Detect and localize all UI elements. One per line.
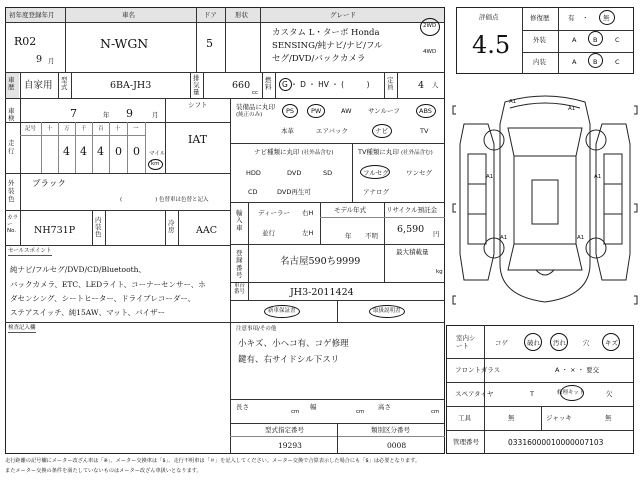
capacity-unit: 人: [432, 81, 439, 89]
fuel-options: G ・ D ・ HV ・ ( ): [282, 80, 370, 89]
sales-line: 純ナビ/フルセグ/DVD/CD/Bluetooth、: [10, 265, 146, 274]
exterior-color-value: ブラック: [32, 179, 66, 189]
navi-dvd-play: DVD再生可: [277, 188, 311, 196]
interior-sheet-label: 室内シート: [456, 334, 476, 351]
capacity-label: 定員: [387, 76, 394, 92]
mileage-label: 走行: [8, 139, 15, 155]
front-glass-options: A ・ × ・ 要交: [555, 366, 600, 374]
diagram-mark: A1: [594, 174, 602, 180]
front-glass-label: フロントガラス: [455, 366, 501, 374]
sales-line: ダセンシング、シートヒーター、ドライブレコーダー、: [10, 294, 196, 303]
tv-label: TV種類に丸印 (社外品含む): [358, 148, 433, 156]
ac-value: AAC: [196, 225, 217, 236]
sheet-item: キズ: [605, 339, 618, 347]
type-cert-value: 19293: [278, 441, 302, 450]
color-code-label: カラー No.: [7, 215, 19, 235]
category-value: 0008: [387, 441, 407, 450]
inspection-year: 7: [70, 107, 77, 120]
chassis-value: JH3-2011424: [290, 287, 354, 298]
diagram-mark: A1: [509, 99, 517, 105]
category-label: 類別区分番号: [371, 426, 410, 434]
manual: 取扱説明書: [373, 308, 401, 314]
jack-label: ジャッキ: [546, 414, 572, 422]
eval-int-b: B: [593, 58, 598, 66]
notes-label: 注意事項/その他: [236, 326, 277, 332]
displacement-unit: cc: [252, 90, 259, 96]
spare-kit: 修理キット: [557, 390, 585, 396]
mileage-head: 万: [64, 126, 70, 132]
equip-navi: ナビ: [375, 127, 388, 135]
equip-pw: PW: [311, 107, 322, 115]
eval-int-a: A: [572, 58, 577, 66]
eval-int-c: C: [615, 58, 620, 66]
mileage-digit: 4: [97, 145, 104, 158]
tv-oneseg: ワンセグ: [406, 169, 432, 177]
sheet-item: 破れ: [527, 339, 540, 347]
inspection-year-unit: 年: [103, 111, 110, 119]
car-name: N-WGN: [100, 36, 149, 51]
reg-year-label: 初年度登録年月: [9, 11, 55, 19]
diagram-mark: A1: [486, 174, 494, 180]
equip-tv: TV: [420, 127, 429, 135]
evaluation-label: 評価点: [479, 13, 499, 21]
inspection-label: 車検: [8, 107, 15, 122]
tv-fullseg: フルセグ: [363, 169, 389, 177]
use-label: 車歴: [8, 76, 15, 92]
mileage-head: 十: [47, 126, 53, 132]
equipment-sub: (純正のみ): [236, 112, 263, 118]
sales-line: ステアスイッチ、純15AW、マット、バイザー: [10, 308, 166, 317]
diagram-mark: A1: [577, 235, 585, 241]
recycle-value: 6,590: [397, 224, 425, 235]
model-year-value: 不明: [365, 232, 378, 240]
doors-label: ドア: [204, 11, 217, 19]
length-unit: cm: [291, 409, 300, 415]
equip-airbag: エアバック: [316, 127, 348, 135]
recycle-unit: 円: [433, 230, 440, 238]
fuel-label: 燃料: [265, 76, 272, 92]
plate-value: 名古屋590ち9999: [280, 256, 361, 267]
repair-label: 修復歴: [530, 14, 550, 22]
equipment-label: 装備品に丸印: [236, 103, 275, 111]
tools-label: 工具: [458, 414, 471, 422]
sales-line: バックカメラ、ETC、LEDライト、コーナーセンサー、ホ: [10, 280, 206, 289]
sales-label: セールスポイント: [8, 248, 52, 254]
ac-label: 冷房: [168, 219, 175, 235]
sheet-item: コゲ: [495, 339, 508, 347]
footer-line-1: 走行距離の記号欄にメーター改ざん車は「※」、メーター交換車は「$」、走行不明車は「＃」を記入してください。メーター交換で合算表示した場合にも「$」は必要となります。: [5, 458, 421, 464]
import-right: 右H: [302, 209, 314, 217]
grade-line-3: セグ/DVD/バックカメラ: [272, 54, 366, 64]
navi-hdd: HDD: [246, 169, 261, 177]
equip-abs: ABS: [419, 107, 432, 115]
drive-4wd: 4WD: [423, 49, 437, 55]
shape-label: 形状: [235, 11, 248, 19]
navi-label: ナビ種類に丸印 (社外品含む): [254, 148, 334, 156]
inspector-label: 検査記入欄: [8, 325, 36, 331]
mgmt-value: 03316000010000007103: [508, 438, 604, 447]
displacement-label: 排気量: [193, 74, 200, 97]
max-load-label: 最大積載量: [396, 248, 429, 256]
mileage-digit: 4: [63, 145, 70, 158]
shift-label: シフト: [188, 101, 208, 109]
equip-ps: PS: [286, 107, 295, 115]
plate-label: 登録番号: [236, 249, 243, 280]
max-load-unit: kg: [436, 269, 443, 275]
new-warranty: 新車保証書: [268, 308, 296, 314]
repair-yes: 有: [568, 14, 575, 22]
navi-sd: SD: [323, 169, 333, 177]
car-name-label: 車名: [122, 11, 135, 19]
width-label: 幅: [310, 403, 317, 411]
eval-ext-b: B: [593, 36, 598, 44]
spare-t: T: [530, 390, 534, 398]
diagram-mark: A1: [568, 106, 576, 112]
mgmt-label: 管理番号: [453, 438, 479, 446]
mileage-digit: 4: [80, 145, 87, 158]
navi-dvd: DVD: [287, 169, 302, 177]
exterior-color-label: 外装色: [8, 179, 15, 203]
mileage-digit: 0: [115, 145, 122, 158]
doors: 5: [206, 37, 213, 50]
diagram-mark: A1: [500, 235, 508, 241]
import-label: 輸入車: [236, 209, 243, 232]
car-damage-diagram: [450, 84, 640, 320]
displacement-value: 660: [232, 80, 251, 91]
notes-line: 鍵有、右サイドシル下スリ: [238, 355, 340, 365]
mileage-head: 千: [81, 126, 87, 132]
import-left: 左H: [302, 229, 314, 237]
use-value: 自家用: [24, 80, 53, 91]
grade-label: グレード: [330, 11, 356, 19]
grade-line-2: SENSING/純ナビ/ナビ/フル: [272, 41, 383, 51]
mileage-digit: 0: [133, 145, 140, 158]
equip-sunroof: サンルーフ: [368, 107, 400, 115]
mileage-record-label: 記号: [25, 126, 37, 132]
spare-none: 欠: [606, 390, 613, 398]
eval-ext-c: C: [615, 36, 620, 44]
capacity-value: 4: [418, 80, 425, 91]
footer-line-2: またメーター交換の条件を満たしていないものはメーター改ざん車扱いとなります。: [5, 468, 202, 474]
mileage-head: 十: [115, 126, 121, 132]
navi-cd: CD: [248, 188, 258, 196]
inspection-month: 9: [126, 107, 133, 120]
sheet-item: 汚れ: [553, 339, 566, 347]
inspection-month-unit: 月: [152, 111, 159, 119]
repair-no: 無: [603, 14, 610, 22]
mileage-head: 百: [98, 126, 104, 132]
sheet-item: 穴: [583, 339, 590, 347]
shift-value: IAT: [188, 133, 208, 146]
eval-exterior-label: 外装: [533, 36, 546, 44]
reg-era-year: R02: [14, 35, 37, 48]
height-unit: cm: [431, 409, 440, 415]
spare-label: スペアタイヤ: [455, 390, 494, 398]
model-year-label: モデル年式: [334, 206, 367, 214]
width-unit: cm: [356, 409, 365, 415]
length-label: 長さ: [236, 403, 249, 411]
color-code-value: NH731P: [34, 225, 76, 236]
grade-line-1: カスタム L・ターボ Honda: [272, 28, 380, 38]
tools-value: 無: [508, 414, 515, 422]
type-cert-label: 型式指定番号: [265, 426, 304, 434]
mileage-unit-km: km: [151, 161, 160, 167]
equip-leather: 本革: [281, 127, 294, 135]
evaluation-score: 4.5: [472, 31, 511, 59]
recycle-label: リサイクル預託金: [386, 206, 438, 214]
model-year-unit: 年: [345, 232, 352, 240]
jack-value: 無: [605, 414, 612, 422]
interior-color-label: 内装色: [95, 216, 102, 239]
tv-analog: アナログ: [363, 188, 389, 196]
reg-month: 9: [36, 54, 43, 65]
model-value: 6BA-JH3: [110, 80, 152, 91]
mileage-head: 一: [133, 126, 139, 132]
model-label: 型式: [61, 76, 68, 92]
mileage-unit-mile: マイル: [149, 151, 166, 157]
exterior-color-note: ( ) 色替車は色替と記入: [120, 197, 209, 203]
import-parallel: 並行: [262, 229, 275, 237]
height-label: 高さ: [378, 403, 391, 411]
notes-line: 小キズ、小ヘコ有、コゲ修理: [238, 339, 349, 349]
reg-month-unit: 月: [48, 57, 55, 65]
equip-aw: AW: [341, 107, 352, 115]
eval-ext-a: A: [572, 36, 577, 44]
drive-2wd: 2WD: [423, 23, 437, 29]
chassis-label: 車台番号: [234, 283, 246, 296]
eval-interior-label: 内装: [533, 58, 546, 66]
import-dealer: ディーラー: [258, 209, 290, 217]
